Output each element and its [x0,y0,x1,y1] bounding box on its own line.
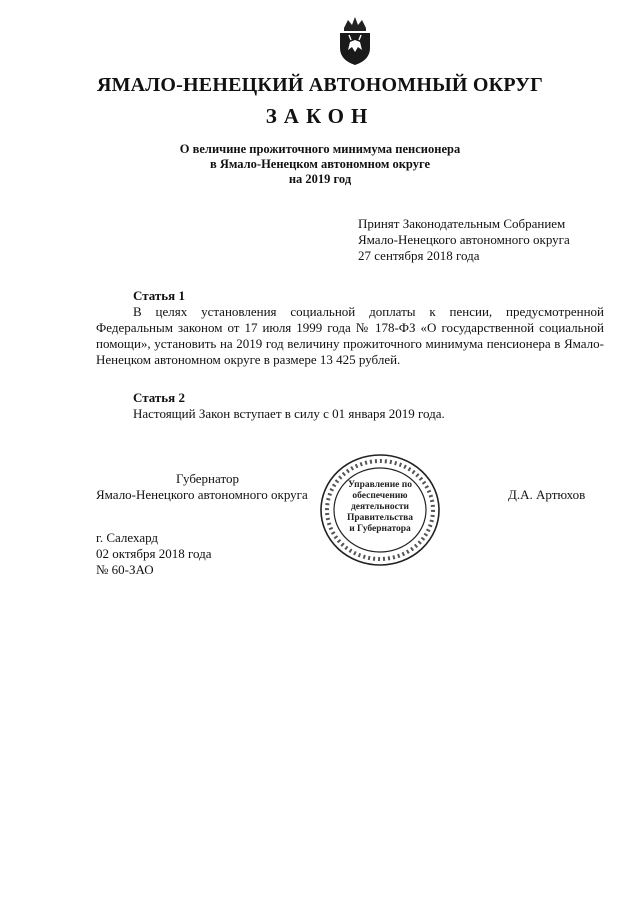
adoption-line: Ямало-Ненецкого автономного округа [358,232,570,247]
subject-line: на 2019 год [288,172,352,186]
seal-line: деятельности [351,502,409,512]
article-heading: Статья 1 [133,288,185,303]
signer-name: Д.А. Артюхов [508,487,586,502]
subject-line: О величине прожиточного минимума пенсионера [179,142,461,156]
seal-text [342,480,418,535]
region-title: ЯМАЛО-НЕНЕЦКИЙ АВТОНОМНЫЙ ОКРУГ [96,74,544,96]
position-title: Губернатор [176,471,239,486]
place-and-date [96,530,212,578]
article-1 [96,288,604,368]
article-heading: Статья 2 [133,390,185,405]
article-body: Настоящий Закон вступает в силу с 01 января 2019 года. [133,406,445,421]
adoption-line: Принят Законодательным Собранием [358,216,566,231]
yamal-coat-of-arms-icon [336,14,374,66]
document-type: ЗАКОН [265,104,375,128]
law-subject [0,142,640,187]
article-body: В целях установления социальной доплаты к пенсии, предусмотренной Федеральным законом от 17 июля 1999 года № 178-ФЗ «О государственной социальной помощи», установить на 2019 год величину прожиточного минимума пенсионера в Ямало-Ненецком автономном округе в размере 13 425 рублей. [96,304,604,367]
law-number: № 60-ЗАО [96,562,154,577]
adoption-line: 27 сентября 2018 года [358,248,480,263]
signatory-position [96,471,336,503]
city: г. Салехард [96,530,159,545]
article-2 [96,390,604,422]
signing-date: 02 октября 2018 года [96,546,212,561]
adoption-note [358,216,618,264]
seal-line: Правительства [346,513,414,523]
position-region: Ямало-Ненецкого автономного округа [96,487,308,502]
seal-line: Управление по [347,480,412,490]
seal-line: и Губернатора [349,524,411,534]
subject-line: в Ямало-Ненецком автономном округе [209,157,431,171]
seal-line: обеспечению [352,491,408,501]
